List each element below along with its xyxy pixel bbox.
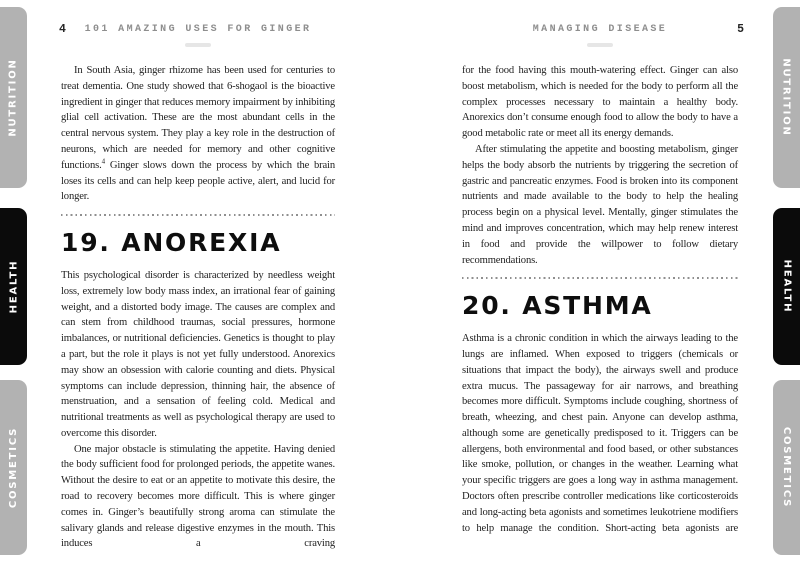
page-header bbox=[462, 23, 744, 47]
paragraph-text: In South Asia, ginger rhizome has been used for centuries to treat dementia. One study showed that 6-shogaol is the bioactive ingredient in ginger that reduces memory impairment by inhibiting glial cell activation. These are the most abundant cells in the central nervous system. They play a key role in the destruction of neurons, which are needed for memory and other cognitive functions. bbox=[61, 65, 335, 171]
section-tab-label: COSMETICS bbox=[781, 426, 793, 509]
paragraph bbox=[61, 63, 335, 205]
section-divider bbox=[61, 214, 335, 216]
section-tab-cosmetics-right bbox=[773, 380, 800, 555]
page-header bbox=[61, 24, 335, 47]
page-left bbox=[61, 0, 335, 567]
header-ornament bbox=[587, 43, 613, 47]
section-tab-label: HEALTH bbox=[8, 259, 19, 314]
paragraph bbox=[462, 63, 738, 142]
page-body bbox=[61, 63, 335, 552]
paragraph bbox=[61, 268, 335, 442]
paragraph-text: Ginger slows down the process by which the brain loses its cells and can help keep people active, alert, and lucid for longer. bbox=[61, 159, 335, 203]
paragraph-text: Asthma is a chronic condition in which the airways leading to the lungs are inflamed. When exposed to triggers (chemicals or situations that impact the body), the airways swell and produce extra mucus. The passageway for air narrows, and breathing becomes more difficult. Symptoms include coughing, shortness of breath, wheezing, and chest pain. Anyone can develop asthma, although some are genetically predisposed to it. Triggers can be allergens, both environmental and food based, or other substances like smoke, pollution, or changes in the weather. Learning what your specific triggers are goes a long way in asthma management. Doctors often prescribe controller medications like corticosteroids and long-acting beta agonists and sometimes leukotriene modifiers to help manage the condition. Short-acting beta agonists are bbox=[462, 333, 738, 534]
footnote-marker: 4 bbox=[101, 157, 106, 166]
paragraph-text: After stimulating the appetite and boosting metabolism, ginger helps the body absorb the nutrients by triggering the secretion of gastric and pancreatic enzymes. Food is broken into its component nutrients and made available to the body to help the healing process begin on a physical level. Mentally, ginger stimulates the mind and improves concentration, which may help renew interest in food and provide the willpower to follow dietary recommendations. bbox=[462, 143, 738, 266]
section-tab-nutrition-right bbox=[773, 7, 800, 188]
paragraph bbox=[462, 142, 738, 268]
section-tab-health-right bbox=[773, 208, 800, 365]
page-number: 5 bbox=[737, 23, 744, 36]
header-ornament bbox=[185, 43, 211, 47]
section-divider bbox=[462, 277, 738, 279]
page-body bbox=[462, 63, 738, 536]
section-tab-health-left bbox=[0, 208, 27, 365]
section-tab-label: NUTRITION bbox=[8, 58, 19, 137]
page-number: 4 bbox=[59, 23, 66, 36]
paragraph-text: One major obstacle is stimulating the appetite. Having denied the body sufficient food for prolonged periods, the appetite wanes. Without the desire to eat or an appetite to motivate this desire, the road to recovery becomes more difficult. This is where ginger comes in. Ginger’s beautifully strong aroma can stimulate the salivary glands and release digestive enzymes in the mouth. This induces a craving bbox=[61, 443, 335, 550]
section-tab-label: HEALTH bbox=[781, 259, 792, 314]
paragraph bbox=[61, 442, 335, 553]
section-tab-label: COSMETICS bbox=[8, 426, 20, 509]
running-header: MANAGING DISEASE bbox=[532, 24, 668, 35]
section-heading: 20. ASTHMA bbox=[462, 291, 653, 321]
paragraph bbox=[462, 331, 738, 536]
section-heading: 19. ANOREXIA bbox=[61, 228, 282, 258]
running-header: 101 AMAZING USES FOR GINGER bbox=[84, 24, 312, 35]
page-right bbox=[462, 0, 744, 567]
paragraph-text: This psychological disorder is characterized by needless weight loss, extremely low body mass index, an irrational fear of gaining weight, and a distorted body image. The causes are complex and can stem from childhood traumas, social pressures, hormone imbalances, or nutritional deficiencies. Genetics is thought to play a part, but the role it plays is not yet fully understood. Anorexics may show an obsession with calorie counting and diets. Physical symptoms can include depression, thinning hair, the absence of menstruation, and a sensation of feeling cold. Medical and nutritional treatments as well as psychological therapy are used to overcome this disorder. bbox=[61, 269, 335, 439]
section-tab-label: NUTRITION bbox=[781, 58, 792, 137]
paragraph-text: for the food having this mouth-watering effect. Ginger can also boost metabolism, which is needed for the body to perform all the complex processes necessary to maintain a healthy body. Anorexics don’t consume enough food to allow the body to have a good metabolic rate or meet all its energy demands. bbox=[462, 65, 738, 140]
section-tab-cosmetics-left bbox=[0, 380, 27, 555]
section-tab-nutrition-left bbox=[0, 7, 27, 188]
